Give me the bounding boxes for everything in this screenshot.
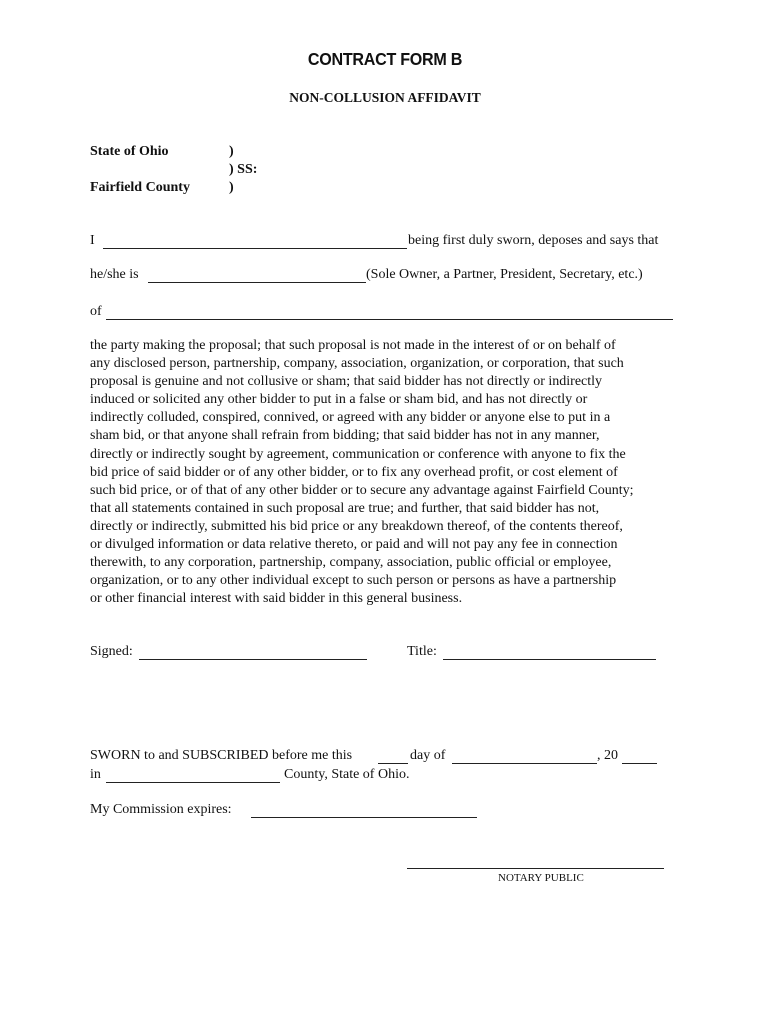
body-line: or divulged information or data relative thereto, or paid and will not pay any fee in connection: [90, 537, 618, 553]
body-line: organization, or to any other individual except to such person or persons as have a partnership: [90, 573, 617, 589]
body-line: proposal is genuine and not collusive or sham; that said bidder has not directly or indirectly: [90, 374, 603, 390]
page-title: CONTRACT FORM B: [307, 49, 463, 69]
title-field[interactable]: [443, 645, 656, 660]
county-suffix: County, State of Ohio.: [284, 767, 410, 782]
affiant-sworn-text: being first duly sworn, deposes and says that: [408, 233, 659, 248]
body-line: indirectly colluded, conspired, connived, or agreed with any bidder or anyone else to put in a: [90, 410, 611, 426]
venue-paren-bottom: ): [229, 180, 234, 195]
body-line: directly or indirectly sought by agreement, communication or conference with anyone to fix the: [90, 446, 626, 462]
body-line: induced or solicited any other bidder to put in a false or sham bid, and has not directly or: [90, 392, 588, 408]
commission-label: My Commission expires:: [90, 802, 232, 817]
role-field[interactable]: [148, 268, 366, 283]
body-line: sham bid, or that anyone shall refrain from bidding; that said bidder has not in any manner,: [90, 428, 600, 444]
county-field[interactable]: [106, 768, 280, 783]
year-field[interactable]: [622, 749, 657, 764]
signature-field[interactable]: [139, 645, 367, 660]
company-field[interactable]: [106, 305, 673, 320]
notary-public-label: NOTARY PUBLIC: [498, 872, 584, 884]
year-prefix: , 20: [597, 748, 618, 763]
month-field[interactable]: [452, 749, 597, 764]
affidavit-body: [90, 337, 690, 608]
signed-label: Signed:: [90, 644, 133, 659]
body-line: or other financial interest with said bidder in this general business.: [90, 591, 463, 607]
sworn-prefix: SWORN to and SUBSCRIBED before me this: [90, 748, 353, 763]
venue-state: State of Ohio: [90, 144, 169, 159]
title-label: Title:: [407, 644, 437, 659]
body-line: directly or indirectly, submitted his bid price or any breakdown thereof, of the contents thereof,: [90, 518, 623, 534]
venue-county: Fairfield County: [90, 180, 190, 195]
role-hint: (Sole Owner, a Partner, President, Secretary, etc.): [366, 267, 643, 282]
notary-signature-field[interactable]: [407, 854, 664, 869]
heshe-label: he/she is: [90, 267, 139, 282]
body-line: any disclosed person, partnership, company, association, organization, or corporation, that such: [90, 356, 624, 372]
venue-ss: ) SS:: [229, 162, 258, 177]
page-subtitle: NON-COLLUSION AFFIDAVIT: [289, 90, 481, 105]
day-field[interactable]: [378, 749, 408, 764]
body-line: therewith, to any corporation, partnership, company, association, public official or employee,: [90, 555, 612, 571]
affiant-i-label: I: [90, 233, 95, 248]
venue-paren-top: ): [229, 144, 234, 159]
commission-field[interactable]: [251, 803, 477, 818]
body-line: that all statements contained in such proposal are true; and further, that said bidder has not,: [90, 500, 600, 516]
day-of-label: day of: [410, 748, 446, 763]
body-line: bid price of said bidder or of any other bidder, or to fix any overhead profit, or cost element of: [90, 464, 618, 480]
of-label: of: [90, 304, 102, 319]
body-line: the party making the proposal; that such proposal is not made in the interest of or on behalf of: [90, 338, 616, 353]
affiant-name-field[interactable]: [103, 234, 407, 249]
body-line: such bid price, or of that of any other bidder or to secure any advantage against Fairfield County;: [90, 482, 634, 498]
in-label: in: [90, 767, 101, 782]
